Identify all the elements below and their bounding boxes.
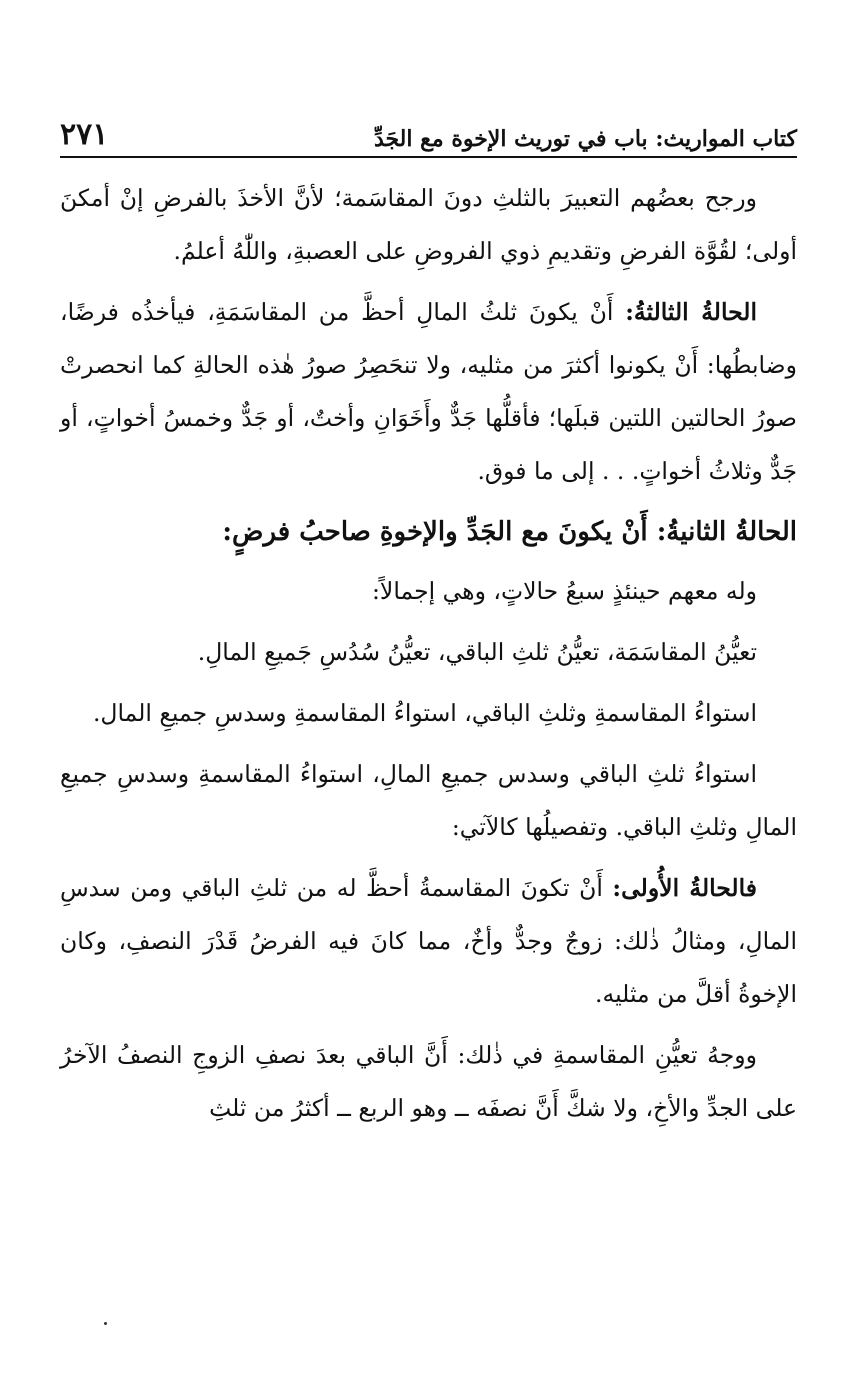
paragraph-text: ورجح بعضُهم التعبيرَ بالثلثِ دونَ المقاسَمة؛ لأنَّ الأخذَ بالفرضِ إنْ أمكنَ أولى؛ لقُوَّة الفرضِ وتقديمِ ذوي الفروضِ على العصبةِ، واللّٰهُ أعلمُ.: [60, 184, 797, 265]
paragraph-text: ووجهُ تعيُّنِ المقاسمةِ في ذٰلك: أَنَّ الباقي بعدَ نصفِ الزوجِ النصفُ الآخرُ على الجدِّ والأخِ، ولا شكَّ أَنَّ نصفَه ــ وهو الربع ــ أكثرُ من ثلثِ: [60, 1041, 797, 1122]
paragraph-text: استواءُ المقاسمةِ وثلثِ الباقي، استواءُ المقاسمةِ وسدسِ جميعِ المال.: [92, 699, 757, 727]
section-heading: الحالةُ الثانيةُ: أَنْ يكونَ مع الجَدِّ والإخوةِ صاحبُ فرضٍ:: [222, 517, 797, 547]
paragraph: [60, 626, 797, 679]
paragraph-text: استواءُ ثلثِ الباقي وسدس جميعِ المالِ، استواءُ المقاسمةِ وسدسِ جميعِ المالِ وثلثِ الباقي. وتفصيلُها كالآتي:: [60, 760, 797, 841]
page-body: [60, 172, 797, 1143]
paragraph-text: وله معهم حينئذٍ سبعُ حالاتٍ، وهي إجمالاً:: [372, 577, 757, 605]
paragraph: [60, 172, 797, 278]
paragraph: [60, 565, 797, 618]
page-number: ٢٧١: [60, 117, 109, 152]
stray-mark: [104, 1322, 107, 1325]
paragraph-text: أَنْ تكونَ المقاسمةُ أحظَّ له من ثلثِ الباقي ومن سدسِ المالِ، ومثالُ ذٰلك: زوجٌ وجدٌّ وأخٌ، مما كانَ فيه الفرضُ قَدْرَ النصفِ، وكان الإخوةُ أقلَّ من مثليه.: [60, 874, 797, 1008]
paragraph: [60, 748, 797, 854]
paragraph: [60, 286, 797, 498]
case-heading: الحالةُ الثالثةُ:: [625, 298, 757, 326]
paragraph: [60, 862, 797, 1021]
paragraph-text: أَنْ يكونَ ثلثُ المالِ أحظَّ من المقاسَمَةِ، فيأخذُه فرضًا، وضابطُها: أَنْ يكونوا أكثرَ من مثليه، ولا تنحَصِرُ صورُ هٰذه الحالةِ كما انحصرتْ صورُ الحالتين اللتين قبلَها؛ فأقلُّها جَدٌّ وأَخَوَانِ وأختٌ، أو جَدٌّ وخمسُ أخواتٍ، أو جَدٌّ وثلاثُ أخواتٍ. . . إلى ما فوق.: [60, 298, 797, 485]
running-title: كتاب المواريث: باب في توريث الإخوة مع الجَدِّ: [373, 126, 797, 152]
case-heading: فالحالةُ الأُولى:: [612, 874, 757, 902]
paragraph: [60, 687, 797, 740]
paragraph-text: تعيُّنُ المقاسَمَة، تعيُّنُ ثلثِ الباقي، تعيُّنُ سُدُسِ جَميعِ المالِ.: [197, 638, 757, 666]
paragraph: [60, 1029, 797, 1135]
page-header: [60, 108, 797, 158]
